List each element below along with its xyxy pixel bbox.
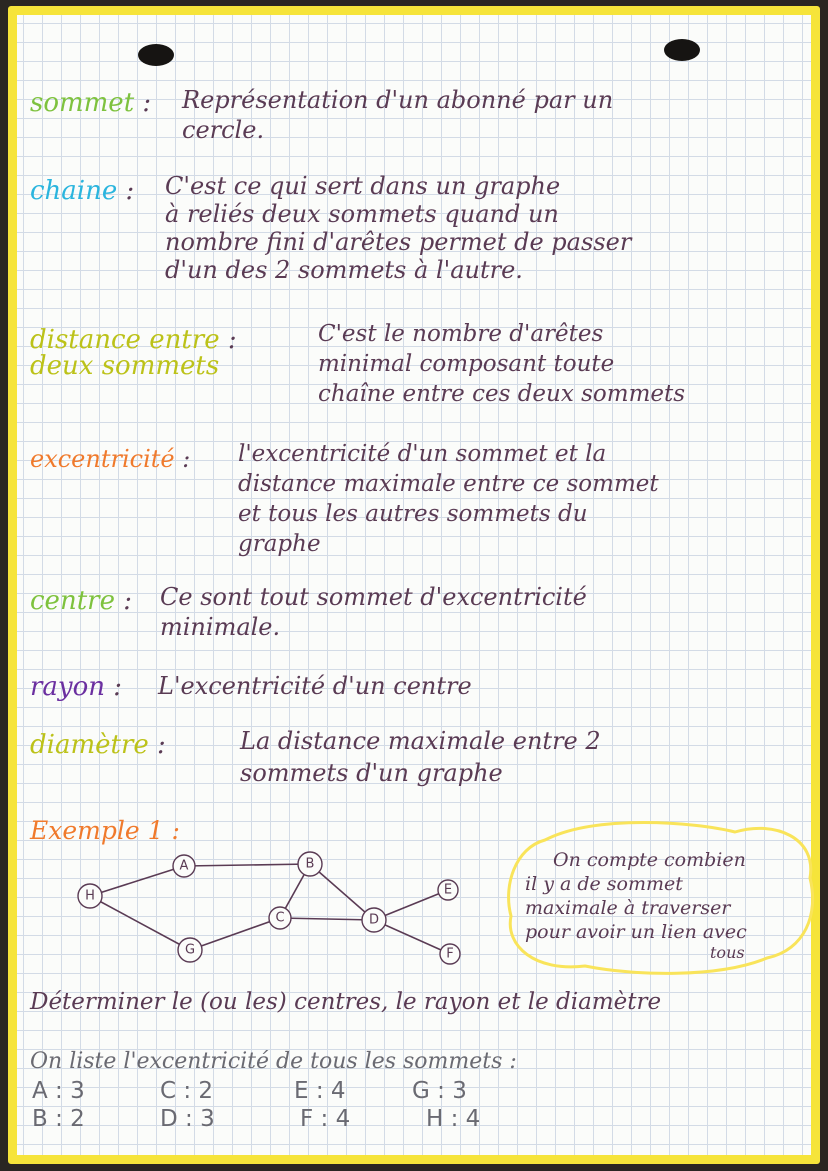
definition-centre: Ce sont tout sommet d'excentricité minimale. <box>160 583 587 641</box>
ecc-d: D : 3 <box>160 1106 215 1132</box>
edge-b-d <box>310 864 374 920</box>
definition-diametre: La distance maximale entre 2 sommets d'un graphe <box>240 727 601 787</box>
edge-c-d <box>280 918 374 920</box>
ecc-c: C : 2 <box>160 1078 214 1104</box>
ecc-a: A : 3 <box>32 1078 85 1104</box>
definition-chaine: C'est ce qui sert dans un graphe à reliés deux sommets quand un nombre fini d'arêtes permet de passer d'un des 2 sommets à l'autre. <box>165 172 632 284</box>
node-label-a: A <box>179 858 189 874</box>
node-label-f: F <box>446 946 454 962</box>
definition-sommet: Représentation d'un abonné par un cercle. <box>182 86 614 144</box>
term-diametre: diamètre : <box>30 730 166 760</box>
node-label-c: C <box>275 910 285 926</box>
term-centre: centre : <box>30 586 132 616</box>
definition-distance: C'est le nombre d'arêtes minimal composant toute chaîne entre ces deux sommets <box>318 321 686 407</box>
edge-h-a <box>90 866 184 896</box>
edge-h-g <box>90 896 190 950</box>
term-rayon: rayon : <box>30 672 123 702</box>
definition-excentricite: l'excentricité d'un sommet et la distance maximale entre ce sommet et tous les autres sommets du graphe <box>238 441 659 557</box>
node-label-h: H <box>85 888 95 904</box>
node-label-e: E <box>443 882 453 898</box>
graph-diagram <box>60 840 480 980</box>
term-excentricite: excentricité : <box>30 445 191 473</box>
ecc-e: E : 4 <box>294 1078 346 1104</box>
ecc-f: F : 4 <box>300 1106 351 1132</box>
edge-g-c <box>190 918 280 950</box>
ecc-h: H : 4 <box>426 1106 481 1132</box>
definition-rayon: L'excentricité d'un centre <box>158 672 472 700</box>
punch-hole-left <box>138 44 174 66</box>
node-label-d: D <box>368 912 380 928</box>
eccentricity-intro: On liste l'excentricité de tous les sommets : <box>30 1049 517 1074</box>
note-bubble-text: On compte combien il y a de sommet maximale à traverser pour avoir un lien avec tous <box>525 849 747 962</box>
term-sommet: sommet : <box>30 88 152 118</box>
example-title: Exemple 1 : <box>30 816 180 845</box>
example-question: Déterminer le (ou les) centres, le rayon et le diamètre <box>30 989 662 1015</box>
term-distance: distance entre : deux sommets <box>30 325 237 381</box>
punch-hole-right <box>664 39 700 61</box>
ecc-b: B : 2 <box>32 1106 85 1132</box>
edge-a-b <box>184 864 310 866</box>
ecc-g: G : 3 <box>412 1078 467 1104</box>
node-label-b: B <box>305 856 315 872</box>
term-chaine: chaine : <box>30 176 135 206</box>
node-label-g: G <box>184 942 196 958</box>
